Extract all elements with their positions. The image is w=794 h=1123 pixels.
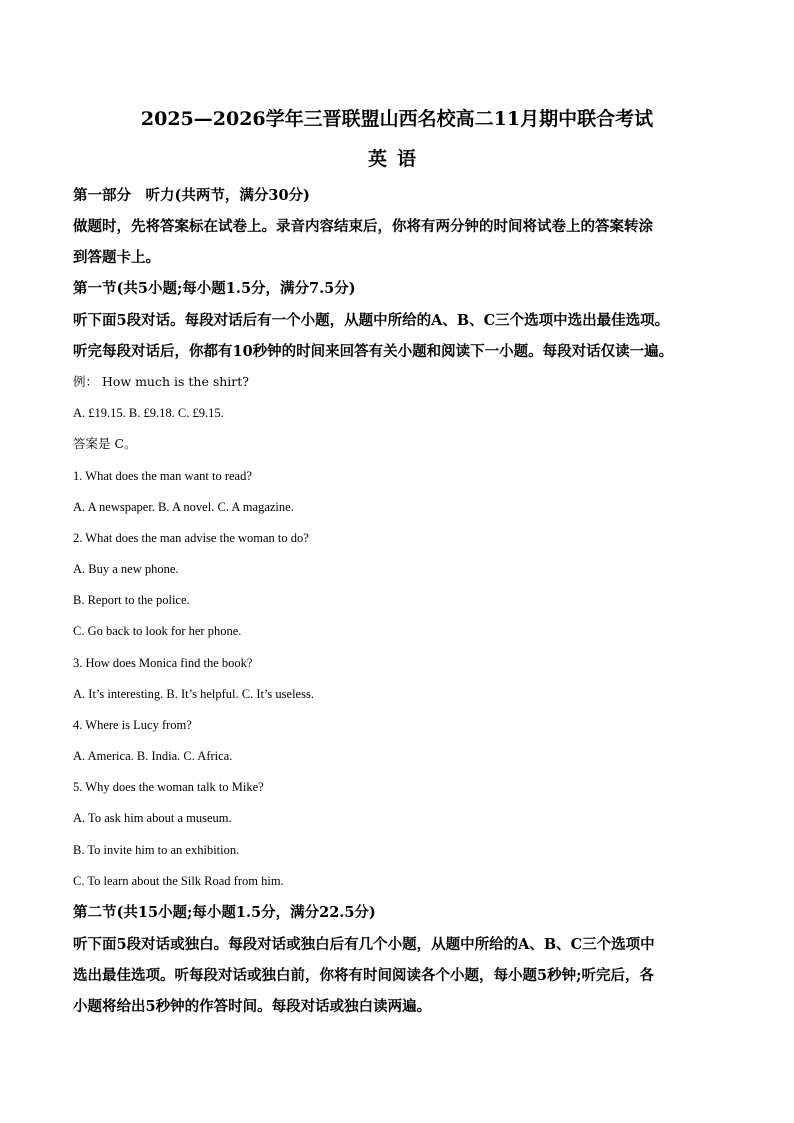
section1-heading: 第一节(共5小题;每小题1.5分，满分7.5分) bbox=[73, 280, 356, 297]
question-line: 2. What does the man advise the woman to do? bbox=[73, 531, 309, 545]
section2-instruction: 听下面5段对话或独白。每段对话或独白后有几个小题，从题中所给的A、B、C三个选项中 bbox=[73, 936, 655, 953]
part1-instruction: 做题时，先将答案标在试卷上。录音内容结束后，你将有两分钟的时间将试卷上的答案转涂 bbox=[73, 218, 653, 235]
part1-heading: 第一部分 听力(共两节，满分30分) bbox=[73, 187, 310, 204]
part1-instruction: 到答题卡上。 bbox=[73, 249, 160, 266]
question-line: B. To invite him to an exhibition. bbox=[73, 843, 240, 857]
question-line: A. It’s interesting. B. It’s helpful. C. It’s useless. bbox=[73, 687, 314, 701]
question-line: B. Report to the police. bbox=[73, 593, 190, 607]
example-answer: 答案是 C。 bbox=[73, 436, 137, 451]
example-question: 例： How much is the shirt? bbox=[73, 374, 249, 389]
question-line: A. America. B. India. C. Africa. bbox=[73, 749, 233, 763]
section1-instruction: 听完每段对话后，你都有10秒钟的时间来回答有关小题和阅读下一小题。每段对话仅读一遍。 bbox=[73, 343, 674, 360]
question-line: 3. How does Monica find the book? bbox=[73, 656, 253, 670]
question-line: 4. Where is Lucy from? bbox=[73, 718, 192, 732]
question-line: 1. What does the man want to read? bbox=[73, 469, 252, 483]
question-line: A. To ask him about a museum. bbox=[73, 811, 232, 825]
question-line: C. To learn about the Silk Road from him. bbox=[73, 874, 284, 888]
example-options: A. £19.15. B. £9.18. C. £9.15. bbox=[73, 406, 224, 420]
question-line: 5. Why does the woman talk to Mike? bbox=[73, 780, 264, 794]
question-line: A. Buy a new phone. bbox=[73, 562, 179, 576]
section1-instruction: 听下面5段对话。每段对话后有一个小题，从题中所给的A、B、C三个选项中选出最佳选项。 bbox=[73, 312, 670, 329]
section2-instruction: 小题将给出5秒钟的作答时间。每段对话或独白读两遍。 bbox=[73, 998, 432, 1015]
section2-instruction: 选出最佳选项。听每段对话或独白前，你将有时间阅读各个小题，每小题5秒钟;听完后，各 bbox=[73, 967, 654, 984]
exam-subject: 英语 bbox=[367, 148, 426, 170]
exam-title: 2025—2026学年三晋联盟山西名校高二11月期中联合考试 bbox=[140, 108, 654, 130]
question-line: C. Go back to look for her phone. bbox=[73, 624, 242, 638]
question-line: A. A newspaper. B. A novel. C. A magazine. bbox=[73, 500, 294, 514]
section2-heading: 第二节(共15小题;每小题1.5分，满分22.5分) bbox=[73, 904, 376, 921]
